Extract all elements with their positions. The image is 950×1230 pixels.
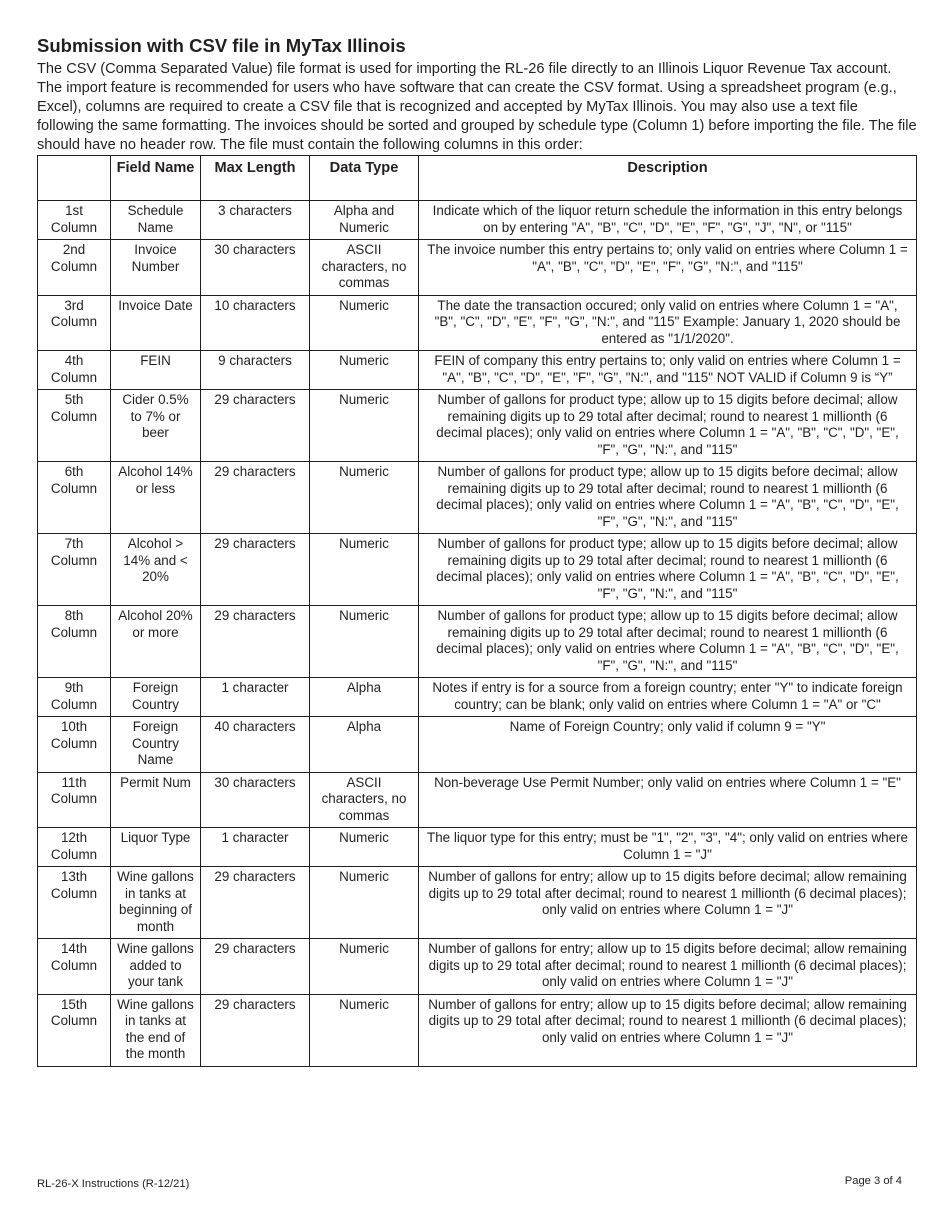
- table-row: [38, 390, 917, 462]
- cell-description: Number of gallons for entry; allow up to 15 digits before decimal; allow remaining digits up to 29 total after decimal; round to nearest 1 millionth (6 decimal places); only valid on entries where Column 1 = "J": [419, 994, 917, 1066]
- cell-column: 7th Column: [38, 534, 111, 606]
- cell-description: FEIN of company this entry pertains to; only valid on entries where Column 1 = "A", "B", "C", "D", "E", "F", "G", "N:", and "115" NOT VALID if Column 9 is “Y”: [419, 351, 917, 390]
- cell-max-length: 30 characters: [201, 240, 310, 296]
- cell-description: Indicate which of the liquor return schedule the information in this entry belongs on by entering "A", "B", "C", "D", "E", "F", "G", "J", "N", or "115": [419, 201, 917, 240]
- cell-data-type: Numeric: [310, 828, 419, 867]
- cell-max-length: 29 characters: [201, 390, 310, 462]
- cell-field-name: Foreign Country Name: [111, 717, 201, 773]
- cell-column: 14th Column: [38, 939, 111, 995]
- table-row: [38, 606, 917, 678]
- table-row: [38, 240, 917, 296]
- table-row: [38, 678, 917, 717]
- cell-data-type: Alpha: [310, 717, 419, 773]
- cell-column: 12th Column: [38, 828, 111, 867]
- cell-column: 5th Column: [38, 390, 111, 462]
- cell-description: The invoice number this entry pertains to; only valid on entries where Column 1 = "A", "B", "C", "D", "E", "F", "G", "N:", and "115": [419, 240, 917, 296]
- header-max-length: Max Length: [201, 156, 310, 201]
- cell-column: 3rd Column: [38, 295, 111, 351]
- cell-field-name: Foreign Country: [111, 678, 201, 717]
- cell-field-name: Alcohol 20% or more: [111, 606, 201, 678]
- cell-field-name: Wine gallons added to your tank: [111, 939, 201, 995]
- cell-description: The date the transaction occured; only valid on entries where Column 1 = "A", "B", "C", "D", "E", "F", "G", "N:", and "115" Example: January 1, 2020 should be entered as "1/1/2020".: [419, 295, 917, 351]
- cell-max-length: 40 characters: [201, 717, 310, 773]
- table-row: [38, 201, 917, 240]
- cell-column: 4th Column: [38, 351, 111, 390]
- table-body: [38, 201, 917, 1067]
- cell-column: 2nd Column: [38, 240, 111, 296]
- intro-paragraph: The CSV (Comma Separated Value) file format is used for importing the RL-26 file directly to an Illinois Liquor Revenue Tax account. The import feature is recommended for users who have software that can create the CSV format. Using a spreadsheet program (e.g., Excel), columns are required to create a CSV file that is recognized and accepted by MyTax Illinois. You may also use a text file following the same formatting. The invoices should be sorted and grouped by schedule type (Column 1) before importing the file. The file should have no header row. The file must contain the following columns in this order:: [37, 61, 917, 153]
- cell-description: Number of gallons for entry; allow up to 15 digits before decimal; allow remaining digits up to 29 total after decimal; round to nearest 1 millionth (6 decimal places); only valid on entries where Column 1 = "J": [419, 939, 917, 995]
- cell-data-type: Numeric: [310, 295, 419, 351]
- cell-field-name: Alcohol 14% or less: [111, 462, 201, 534]
- cell-data-type: Alpha: [310, 678, 419, 717]
- cell-data-type: Numeric: [310, 606, 419, 678]
- cell-max-length: 29 characters: [201, 867, 310, 939]
- cell-column: 1st Column: [38, 201, 111, 240]
- table-header-row: [38, 156, 917, 201]
- page-title: Submission with CSV file in MyTax Illinois: [37, 35, 406, 56]
- form-id: RL-26-X Instructions (R-12/21): [37, 1178, 190, 1190]
- header-column: [38, 156, 111, 201]
- cell-column: 8th Column: [38, 606, 111, 678]
- cell-description: Number of gallons for product type; allow up to 15 digits before decimal; allow remaining digits up to 29 total after decimal; round to nearest 1 millionth (6 decimal places); only valid on entries where Column 1 = "A", "B", "C", "D", "E", "F", "G", "N:", and "115": [419, 390, 917, 462]
- cell-description: Number of gallons for entry; allow up to 15 digits before decimal; allow remaining digits up to 29 total after decimal; round to nearest 1 millionth (6 decimal places); only valid on entries where Column 1 = "J": [419, 867, 917, 939]
- table-row: [38, 351, 917, 390]
- table-row: [38, 867, 917, 939]
- cell-data-type: Numeric: [310, 994, 419, 1066]
- cell-column: 10th Column: [38, 717, 111, 773]
- cell-max-length: 30 characters: [201, 772, 310, 828]
- cell-data-type: ASCII characters, no commas: [310, 772, 419, 828]
- csv-columns-table: [37, 155, 917, 1067]
- cell-data-type: Numeric: [310, 939, 419, 995]
- header-description: Description: [419, 156, 917, 201]
- table-row: [38, 772, 917, 828]
- cell-data-type: Alpha and Numeric: [310, 201, 419, 240]
- cell-data-type: Numeric: [310, 462, 419, 534]
- cell-max-length: 10 characters: [201, 295, 310, 351]
- cell-data-type: Numeric: [310, 351, 419, 390]
- header-data-type: Data Type: [310, 156, 419, 201]
- table-row: [38, 462, 917, 534]
- cell-field-name: Invoice Date: [111, 295, 201, 351]
- cell-field-name: Liquor Type: [111, 828, 201, 867]
- cell-max-length: 29 characters: [201, 994, 310, 1066]
- table-row: [38, 295, 917, 351]
- cell-max-length: 1 character: [201, 678, 310, 717]
- table-row: [38, 717, 917, 773]
- table-row: [38, 994, 917, 1066]
- cell-max-length: 29 characters: [201, 939, 310, 995]
- table-row: [38, 939, 917, 995]
- cell-data-type: Numeric: [310, 867, 419, 939]
- cell-field-name: FEIN: [111, 351, 201, 390]
- cell-data-type: ASCII characters, no commas: [310, 240, 419, 296]
- cell-max-length: 29 characters: [201, 534, 310, 606]
- cell-max-length: 9 characters: [201, 351, 310, 390]
- cell-column: 11th Column: [38, 772, 111, 828]
- cell-max-length: 29 characters: [201, 606, 310, 678]
- cell-field-name: Schedule Name: [111, 201, 201, 240]
- cell-field-name: Permit Num: [111, 772, 201, 828]
- cell-description: Notes if entry is for a source from a foreign country; enter "Y" to indicate foreign country; can be blank; only valid on entries where Column 1 = "A" or "C": [419, 678, 917, 717]
- header-field-name: Field Name: [111, 156, 201, 201]
- table-row: [38, 828, 917, 867]
- cell-max-length: 29 characters: [201, 462, 310, 534]
- cell-column: 9th Column: [38, 678, 111, 717]
- cell-column: 13th Column: [38, 867, 111, 939]
- cell-description: Name of Foreign Country; only valid if column 9 = "Y": [419, 717, 917, 773]
- cell-description: Number of gallons for product type; allow up to 15 digits before decimal; allow remaining digits up to 29 total after decimal; round to nearest 1 millionth (6 decimal places); only valid on entries where Column 1 = "A", "B", "C", "D", "E", "F", "G", "N:", and "115": [419, 462, 917, 534]
- table-row: [38, 534, 917, 606]
- cell-field-name: Alcohol > 14% and < 20%: [111, 534, 201, 606]
- cell-data-type: Numeric: [310, 534, 419, 606]
- cell-field-name: Cider 0.5% to 7% or beer: [111, 390, 201, 462]
- cell-description: Number of gallons for product type; allow up to 15 digits before decimal; allow remaining digits up to 29 total after decimal; round to nearest 1 millionth (6 decimal places); only valid on entries where Column 1 = "A", "B", "C", "D", "E", "F", "G", "N:", and "115": [419, 534, 917, 606]
- cell-max-length: 1 character: [201, 828, 310, 867]
- cell-description: Number of gallons for product type; allow up to 15 digits before decimal; allow remaining digits up to 29 total after decimal; round to nearest 1 millionth (6 decimal places); only valid on entries where Column 1 = "A", "B", "C", "D", "E", "F", "G", "N:", and "115": [419, 606, 917, 678]
- cell-data-type: Numeric: [310, 390, 419, 462]
- cell-column: 15th Column: [38, 994, 111, 1066]
- cell-max-length: 3 characters: [201, 201, 310, 240]
- cell-field-name: Wine gallons in tanks at beginning of month: [111, 867, 201, 939]
- document-page: [37, 34, 917, 1067]
- cell-field-name: Wine gallons in tanks at the end of the month: [111, 994, 201, 1066]
- cell-description: The liquor type for this entry; must be "1", "2", "3", "4"; only valid on entries where Column 1 = "J": [419, 828, 917, 867]
- cell-column: 6th Column: [38, 462, 111, 534]
- cell-field-name: Invoice Number: [111, 240, 201, 296]
- page-number: Page 3 of 4: [844, 1175, 902, 1187]
- cell-description: Non-beverage Use Permit Number; only valid on entries where Column 1 = "E": [419, 772, 917, 828]
